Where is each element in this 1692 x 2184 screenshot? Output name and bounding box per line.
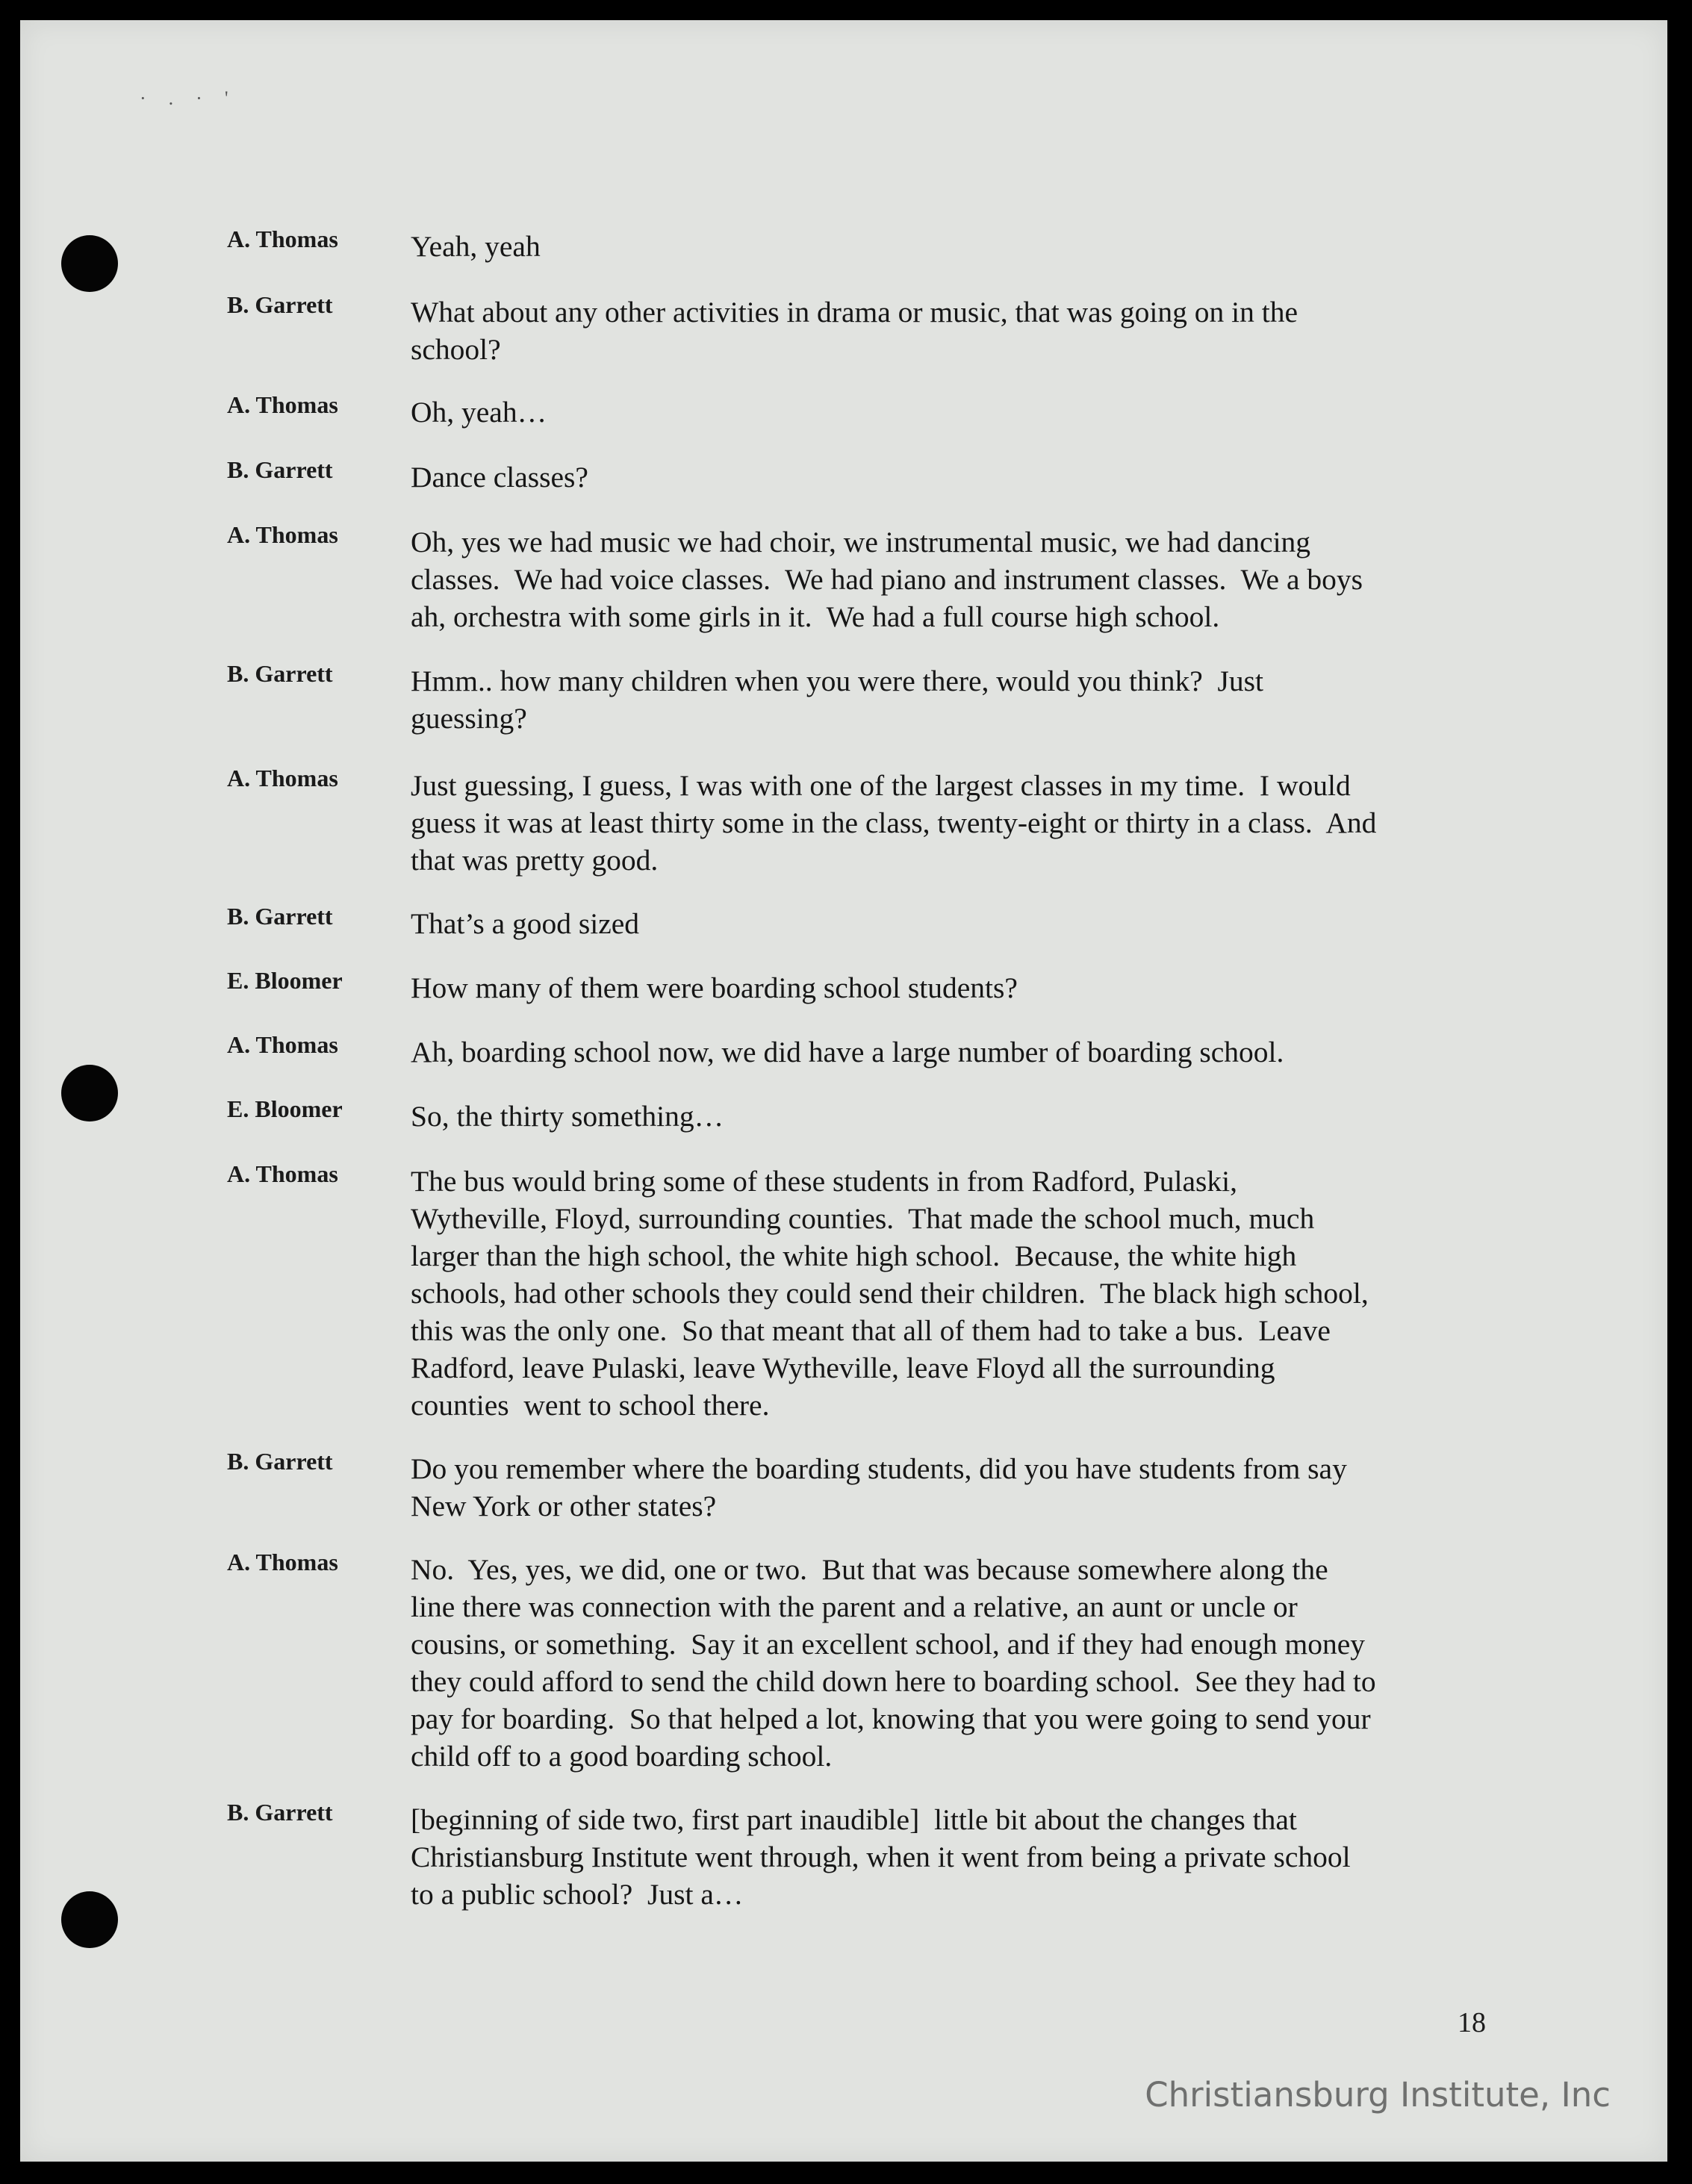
- speaker-name: A. Thomas: [227, 521, 338, 548]
- speech-text: [411, 1033, 1493, 1071]
- speech-line: child off to a good boarding school.: [411, 1740, 833, 1773]
- speech-line: No. Yes, yes, we did, one or two. But that was because somewhere along the: [411, 1553, 1328, 1586]
- speaker-name: B. Garrett: [227, 1448, 333, 1475]
- speech-text: [411, 293, 1493, 368]
- speech-text: [411, 393, 1493, 431]
- speech-text: [411, 662, 1493, 737]
- speech-line: How many of them were boarding school students?: [411, 971, 1018, 1004]
- speech-line: cousins, or something. Say it an excellent school, and if they had enough money: [411, 1628, 1366, 1661]
- speech-text: [411, 1450, 1493, 1525]
- speech-text: [411, 228, 1493, 265]
- speech-line: What about any other activities in drama or music, that was going on in the: [411, 296, 1298, 329]
- speaker-name: B. Garrett: [227, 660, 333, 687]
- speech-line: Radford, leave Pulaski, leave Wytheville, leave Floyd all the surrounding: [411, 1351, 1275, 1384]
- speech-line: Oh, yeah…: [411, 396, 547, 429]
- speech-text: [411, 1163, 1493, 1424]
- speech-line: The bus would bring some of these students in from Radford, Pulaski,: [411, 1165, 1237, 1198]
- speech-line: line there was connection with the parent and a relative, an aunt or uncle or: [411, 1590, 1298, 1623]
- speech-text: [411, 1801, 1493, 1913]
- speech-line: [beginning of side two, first part inaudible] little bit about the changes that: [411, 1803, 1297, 1836]
- speaker-name: A. Thomas: [227, 1549, 338, 1575]
- document-page: [20, 20, 1667, 2162]
- speech-line: Just guessing, I guess, I was with one of the largest classes in my time. I would: [411, 769, 1351, 802]
- speaker-name: A. Thomas: [227, 391, 338, 418]
- speech-text: [411, 1551, 1493, 1775]
- speaker-name: B. Garrett: [227, 1799, 333, 1826]
- speech-line: pay for boarding. So that helped a lot, knowing that you were going to send your: [411, 1702, 1371, 1735]
- speech-line: Ah, boarding school now, we did have a large number of boarding school.: [411, 1036, 1284, 1068]
- speech-line: this was the only one. So that meant that all of them had to take a bus. Leave: [411, 1314, 1331, 1347]
- speech-text: [411, 905, 1493, 942]
- speech-line: schools, had other schools they could send their children. The black high school,: [411, 1277, 1369, 1310]
- speaker-name: E. Bloomer: [227, 967, 343, 994]
- speech-line: Do you remember where the boarding students, did you have students from say: [411, 1452, 1347, 1485]
- speech-line: to a public school? Just a…: [411, 1878, 744, 1911]
- speech-line: Yeah, yeah: [411, 230, 541, 263]
- speech-text: [411, 523, 1493, 635]
- speech-line: they could afford to send the child down here to boarding school. See they had to: [411, 1665, 1376, 1698]
- speech-line: ah, orchestra with some girls in it. We had a full course high school.: [411, 600, 1220, 633]
- punch-hole-middle: [61, 1065, 118, 1121]
- speech-line: So, the thirty something…: [411, 1100, 724, 1133]
- speech-text: [411, 969, 1493, 1007]
- speaker-name: B. Garrett: [227, 456, 333, 483]
- speech-line: counties went to school there.: [411, 1389, 770, 1422]
- speech-line: school?: [411, 333, 501, 366]
- speech-text: [411, 458, 1493, 496]
- speaker-name: A. Thomas: [227, 1031, 338, 1058]
- speech-line: guessing?: [411, 702, 527, 735]
- speech-line: Dance classes?: [411, 461, 588, 494]
- watermark: Christiansburg Institute, Inc: [1145, 2075, 1611, 2115]
- scan-specks: ·.·': [140, 87, 251, 109]
- speech-line: Hmm.. how many children when you were there, would you think? Just: [411, 665, 1263, 697]
- speech-line: Wytheville, Floyd, surrounding counties. That made the school much, much: [411, 1202, 1315, 1235]
- speech-line: New York or other states?: [411, 1490, 717, 1522]
- speech-line: Christiansburg Institute went through, when it went from being a private school: [411, 1841, 1351, 1873]
- speech-line: that was pretty good.: [411, 844, 659, 877]
- punch-hole-bottom: [61, 1891, 118, 1948]
- punch-hole-top: [61, 235, 118, 292]
- speech-line: That’s a good sized: [411, 907, 640, 940]
- speaker-name: A. Thomas: [227, 765, 338, 791]
- speaker-name: B. Garrett: [227, 291, 333, 318]
- speech-text: [411, 767, 1493, 879]
- speech-line: guess it was at least thirty some in the class, twenty-eight or thirty in a class. And: [411, 806, 1377, 839]
- speaker-name: B. Garrett: [227, 903, 333, 930]
- speech-text: [411, 1098, 1493, 1135]
- speech-line: classes. We had voice classes. We had piano and instrument classes. We a boys: [411, 563, 1363, 596]
- page-number: 18: [1458, 2007, 1486, 2038]
- speech-line: Oh, yes we had music we had choir, we instrumental music, we had dancing: [411, 526, 1311, 559]
- speaker-name: A. Thomas: [227, 225, 338, 252]
- speaker-name: A. Thomas: [227, 1160, 338, 1187]
- speech-line: larger than the high school, the white high school. Because, the white high: [411, 1239, 1297, 1272]
- speaker-name: E. Bloomer: [227, 1095, 343, 1122]
